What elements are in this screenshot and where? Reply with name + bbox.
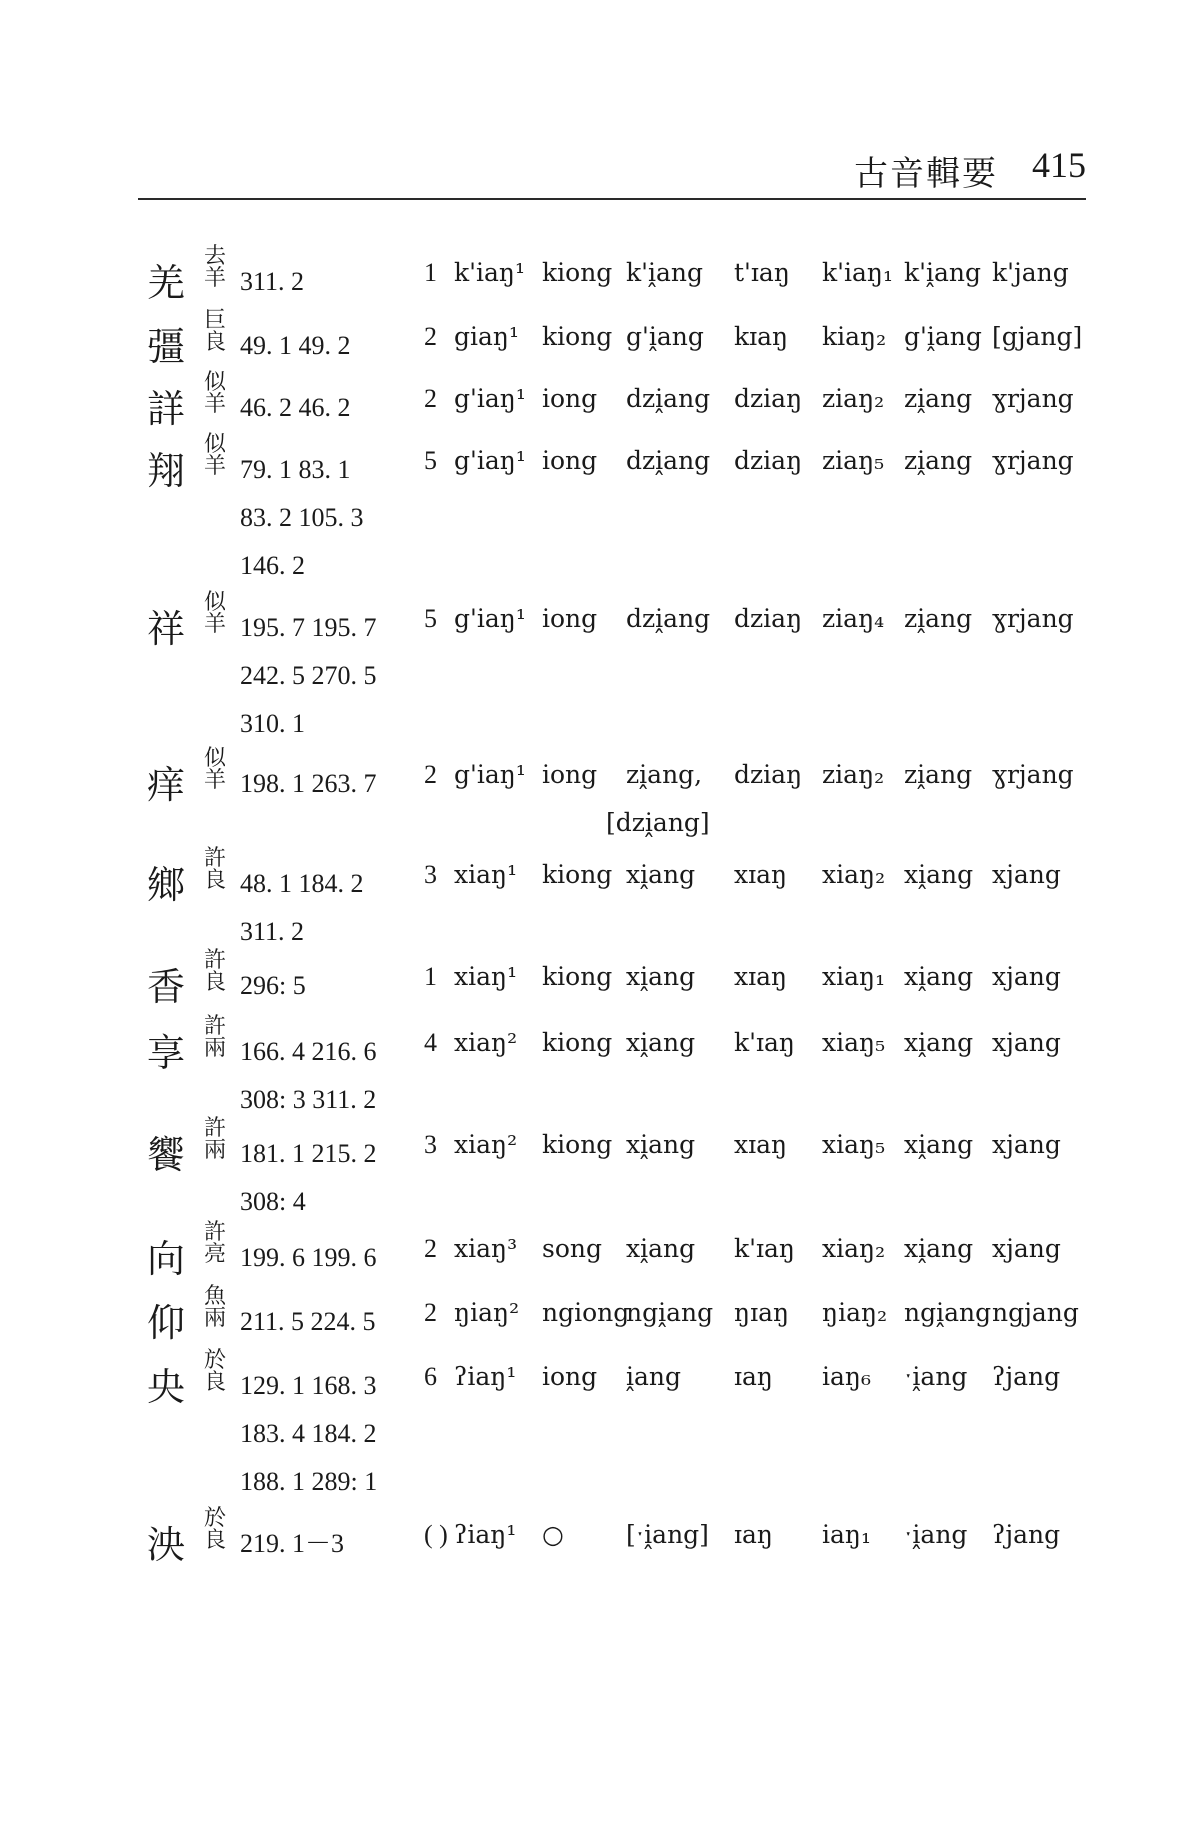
reading-col-2: iong [542, 446, 598, 475]
reading-col-3: ngi̭ang [626, 1298, 714, 1327]
reading-col-7: ngjang [992, 1298, 1079, 1327]
fanqie-char: 似 [204, 432, 227, 457]
reading-col-2: ngiong [542, 1298, 630, 1327]
headword: 彊 [147, 325, 186, 369]
reading-col-6: xi̭ang [904, 962, 974, 991]
fanqie-annotation [204, 246, 226, 290]
reading-col-2: iong [542, 604, 598, 633]
reference-list [240, 1130, 377, 1226]
fanqie-annotation [204, 310, 226, 354]
headword: 央 [147, 1365, 186, 1409]
fanqie-char: 許 [204, 1116, 227, 1141]
reference-line: 146. 2 [240, 551, 305, 580]
fanqie-char: 於 [204, 1348, 227, 1373]
reading-col-3: i̭ang [626, 1362, 682, 1391]
reference-line: 308: 3 311. 2 [240, 1085, 377, 1114]
reading-col-1: g'iaŋ¹ [454, 760, 526, 789]
fanqie-annotation [204, 1508, 226, 1552]
occurrence-count: 2 [424, 322, 437, 351]
reading-col-1: ʔiaŋ¹ [454, 1520, 517, 1549]
reading-col-6: xi̭ang [904, 860, 974, 889]
reference-line: 211. 5 224. 5 [240, 1307, 376, 1336]
reading-col-7: ɣrjang [992, 384, 1074, 413]
fanqie-char: 良 [204, 330, 227, 355]
headword: 向 [147, 1237, 186, 1281]
reading-col-4: ŋɪaŋ [734, 1298, 790, 1327]
reading-col-4: t'ɪaŋ [734, 258, 790, 287]
reading-col-3: dzi̭ang [626, 446, 711, 475]
reading-col-5: xiaŋ₅ [822, 1028, 886, 1057]
headword: 泱 [147, 1523, 186, 1567]
reading-col-1: k'iaŋ¹ [454, 258, 526, 287]
reading-col-5: ŋiaŋ₂ [822, 1298, 888, 1327]
reference-list [240, 322, 351, 370]
occurrence-count: 2 [424, 384, 437, 413]
headword: 羌 [147, 261, 186, 305]
fanqie-char: 許 [204, 948, 227, 973]
reading-col-3: xi̭ang [626, 860, 696, 889]
reference-list [240, 1362, 377, 1506]
headword: 詳 [147, 387, 186, 431]
reference-line: 166. 4 216. 6 [240, 1037, 377, 1066]
reading-col-6: zi̭ang [904, 446, 973, 475]
reading-col-1: xiaŋ² [454, 1028, 518, 1057]
reference-list [240, 1520, 344, 1568]
occurrence-count: 4 [424, 1028, 437, 1057]
fanqie-annotation [204, 372, 226, 416]
occurrence-count: 5 [424, 604, 437, 633]
occurrence-count: 6 [424, 1362, 437, 1391]
reading-col-5: kiaŋ₂ [822, 322, 887, 351]
reading-col-4: kɪaŋ [734, 322, 789, 351]
reading-col-1: xiaŋ³ [454, 1234, 518, 1263]
reference-list [240, 384, 351, 432]
fanqie-annotation [204, 950, 226, 994]
fanqie-char: 似 [204, 746, 227, 771]
reading-col-7: xjang [992, 1130, 1061, 1159]
fanqie-char: 於 [204, 1506, 227, 1531]
reference-line: 183. 4 184. 2 [240, 1419, 377, 1448]
reading-col-1: xiaŋ¹ [454, 860, 518, 889]
reading-col-5: ziaŋ₂ [822, 760, 885, 789]
reading-col-6: ˑi̭ang [904, 1520, 968, 1549]
reading-col-5: xiaŋ₁ [822, 962, 886, 991]
reading-col-5: xiaŋ₅ [822, 1130, 886, 1159]
reference-list [240, 962, 306, 1010]
occurrence-count: ( ) [424, 1520, 448, 1549]
reference-list [240, 860, 364, 956]
reading-col-6: xi̭ang [904, 1234, 974, 1263]
headword: 香 [147, 965, 186, 1009]
fanqie-char: 兩 [204, 1306, 227, 1331]
reading-col-4: dziaŋ [734, 384, 803, 413]
fanqie-char: 良 [204, 868, 227, 893]
fanqie-char: 巨 [204, 308, 227, 333]
reading-col-2: ○ [542, 1520, 564, 1549]
reading-col-2: iong [542, 384, 598, 413]
headword: 祥 [147, 607, 186, 651]
reading-col-6: zi̭ang [904, 604, 973, 633]
reference-list [240, 446, 364, 590]
reading-col-3: xi̭ang [626, 1130, 696, 1159]
fanqie-annotation [204, 592, 226, 636]
reading-col-4: dziaŋ [734, 446, 803, 475]
headword: 翔 [147, 449, 186, 493]
fanqie-char: 良 [204, 1370, 227, 1395]
fanqie-char: 羊 [204, 392, 227, 417]
fanqie-char: 羊 [204, 454, 227, 479]
reading-col-4: xɪaŋ [734, 1130, 788, 1159]
headword: 痒 [147, 763, 186, 807]
reference-list [240, 258, 304, 306]
reading-col-6: xi̭ang [904, 1130, 974, 1159]
occurrence-count: 3 [424, 1130, 437, 1159]
headword: 鄉 [147, 863, 186, 907]
reference-line: 49. 1 49. 2 [240, 331, 351, 360]
reading-col-1: ʔiaŋ¹ [454, 1362, 517, 1391]
reading-col-4: xɪaŋ [734, 962, 788, 991]
reading-col-4: ɪaŋ [734, 1362, 774, 1391]
reading-col-7: [gjang] [992, 322, 1083, 351]
reference-line: 83. 2 105. 3 [240, 503, 364, 532]
reading-col-4: k'ɪaŋ [734, 1234, 796, 1263]
reference-line: 46. 2 46. 2 [240, 393, 351, 422]
reading-col-7: xjang [992, 962, 1061, 991]
reading-col-5: ziaŋ₅ [822, 446, 885, 475]
reading-col-6: zi̭ang [904, 760, 973, 789]
reading-col-7: xjang [992, 860, 1061, 889]
reading-col-2: iong [542, 1362, 598, 1391]
book-title: 古音輯要 [854, 154, 998, 194]
reading-col-1: g'iaŋ¹ [454, 446, 526, 475]
reading-col-6: k'i̭ang [904, 258, 982, 287]
fanqie-annotation [204, 1350, 226, 1394]
reference-line: 242. 5 270. 5 [240, 661, 377, 690]
occurrence-count: 1 [424, 962, 437, 991]
reading-col-7: xjang [992, 1234, 1061, 1263]
reading-col-3-alt: [dzi̭ang] [606, 808, 710, 837]
reading-col-3: g'i̭ang [626, 322, 704, 351]
reference-line: 195. 7 195. 7 [240, 613, 377, 642]
reference-list [240, 1028, 377, 1124]
reading-col-1: xiaŋ² [454, 1130, 518, 1159]
fanqie-char: 似 [204, 370, 227, 395]
reading-col-2: kiong [542, 860, 613, 889]
reading-col-6: ngi̭ang [904, 1298, 992, 1327]
reading-col-7: ɣrjang [992, 760, 1074, 789]
reading-col-4: dziaŋ [734, 604, 803, 633]
reading-col-7: k'jang [992, 258, 1069, 287]
fanqie-char: 良 [204, 970, 227, 995]
fanqie-annotation [204, 748, 226, 792]
occurrence-count: 2 [424, 1298, 437, 1327]
reading-col-6: xi̭ang [904, 1028, 974, 1057]
reading-col-7: ɣrjang [992, 604, 1074, 633]
reading-col-6: ˑi̭ang [904, 1362, 968, 1391]
reference-list [240, 1234, 377, 1282]
reading-col-1: ŋiaŋ² [454, 1298, 520, 1327]
fanqie-char: 魚 [204, 1284, 227, 1309]
reference-line: 219. 1－3 [240, 1529, 345, 1558]
reading-col-1: g'iaŋ¹ [454, 384, 526, 413]
reading-col-4: k'ɪaŋ [734, 1028, 796, 1057]
fanqie-char: 許 [204, 1220, 227, 1245]
reading-col-2: iong [542, 760, 598, 789]
fanqie-annotation [204, 1222, 226, 1266]
reading-col-6: zi̭ang [904, 384, 973, 413]
fanqie-char: 似 [204, 590, 227, 615]
reading-col-2: kiong [542, 1130, 613, 1159]
reading-col-3: dzi̭ang [626, 604, 711, 633]
fanqie-char: 羊 [204, 612, 227, 637]
reading-col-4: dziaŋ [734, 760, 803, 789]
fanqie-char: 羊 [204, 266, 227, 291]
reading-col-1: xiaŋ¹ [454, 962, 518, 991]
fanqie-char: 良 [204, 1528, 227, 1553]
reference-list [240, 604, 377, 748]
reading-col-5: xiaŋ₂ [822, 1234, 886, 1263]
reading-col-3: xi̭ang [626, 962, 696, 991]
fanqie-char: 許 [204, 846, 227, 871]
fanqie-char: 兩 [204, 1036, 227, 1061]
reading-col-2: kiong [542, 258, 613, 287]
headword: 享 [147, 1031, 186, 1075]
reading-col-2: kiong [542, 962, 613, 991]
reference-line: 188. 1 289: 1 [240, 1467, 378, 1496]
reading-col-2: kiong [542, 322, 613, 351]
reference-line: 181. 1 215. 2 [240, 1139, 377, 1168]
reference-list [240, 1298, 376, 1346]
reading-col-7: ʔjang [992, 1520, 1061, 1549]
reading-col-2: kiong [542, 1028, 613, 1057]
reading-col-5: ziaŋ₂ [822, 384, 885, 413]
fanqie-annotation [204, 434, 226, 478]
fanqie-annotation [204, 1286, 226, 1330]
fanqie-char: 許 [204, 1014, 227, 1039]
reading-col-3: [ˑi̭ang] [626, 1520, 709, 1549]
reference-line: 296: 5 [240, 971, 306, 1000]
reference-line: 79. 1 83. 1 [240, 455, 351, 484]
occurrence-count: 5 [424, 446, 437, 475]
reading-col-1: giaŋ¹ [454, 322, 520, 351]
occurrence-count: 3 [424, 860, 437, 889]
reading-col-5: k'iaŋ₁ [822, 258, 894, 287]
reading-col-4: ɪaŋ [734, 1520, 774, 1549]
occurrence-count: 2 [424, 760, 437, 789]
page-number: 415 [1032, 145, 1086, 185]
reference-line: 311. 2 [240, 917, 305, 946]
reference-line: 311. 2 [240, 267, 305, 296]
reading-col-3: dzi̭ang [626, 384, 711, 413]
reference-line: 308: 4 [240, 1187, 306, 1216]
reading-col-1: g'iaŋ¹ [454, 604, 526, 633]
reading-col-3: zi̭ang, [626, 760, 703, 789]
fanqie-char: 去 [204, 244, 227, 269]
reading-col-3: k'i̭ang [626, 258, 704, 287]
reading-col-7: ɣrjang [992, 446, 1074, 475]
reading-col-4: xɪaŋ [734, 860, 788, 889]
reading-col-5: iaŋ₁ [822, 1520, 872, 1549]
fanqie-char: 羊 [204, 768, 227, 793]
fanqie-annotation [204, 1016, 226, 1060]
reference-line: 198. 1 263. 7 [240, 769, 377, 798]
reference-line: 310. 1 [240, 709, 305, 738]
fanqie-annotation [204, 848, 226, 892]
reading-col-2: song [542, 1234, 602, 1263]
fanqie-annotation [204, 1118, 226, 1162]
headword: 仰 [147, 1301, 186, 1345]
reading-col-7: xjang [992, 1028, 1061, 1057]
reading-col-7: ʔjang [992, 1362, 1061, 1391]
occurrence-count: 2 [424, 1234, 437, 1263]
occurrence-count: 1 [424, 258, 437, 287]
reference-line: 48. 1 184. 2 [240, 869, 364, 898]
reading-col-5: xiaŋ₂ [822, 860, 886, 889]
reference-list [240, 760, 377, 808]
reading-col-3: xi̭ang [626, 1028, 696, 1057]
reading-col-6: g'i̭ang [904, 322, 982, 351]
headword: 饗 [147, 1133, 186, 1177]
reading-col-3: xi̭ang [626, 1234, 696, 1263]
reading-col-5: iaŋ₆ [822, 1362, 872, 1391]
reference-line: 129. 1 168. 3 [240, 1371, 377, 1400]
reference-line: 199. 6 199. 6 [240, 1243, 377, 1272]
fanqie-char: 亮 [204, 1242, 227, 1267]
reading-col-5: ziaŋ₄ [822, 604, 885, 633]
running-header [138, 140, 1086, 200]
fanqie-char: 兩 [204, 1138, 227, 1163]
